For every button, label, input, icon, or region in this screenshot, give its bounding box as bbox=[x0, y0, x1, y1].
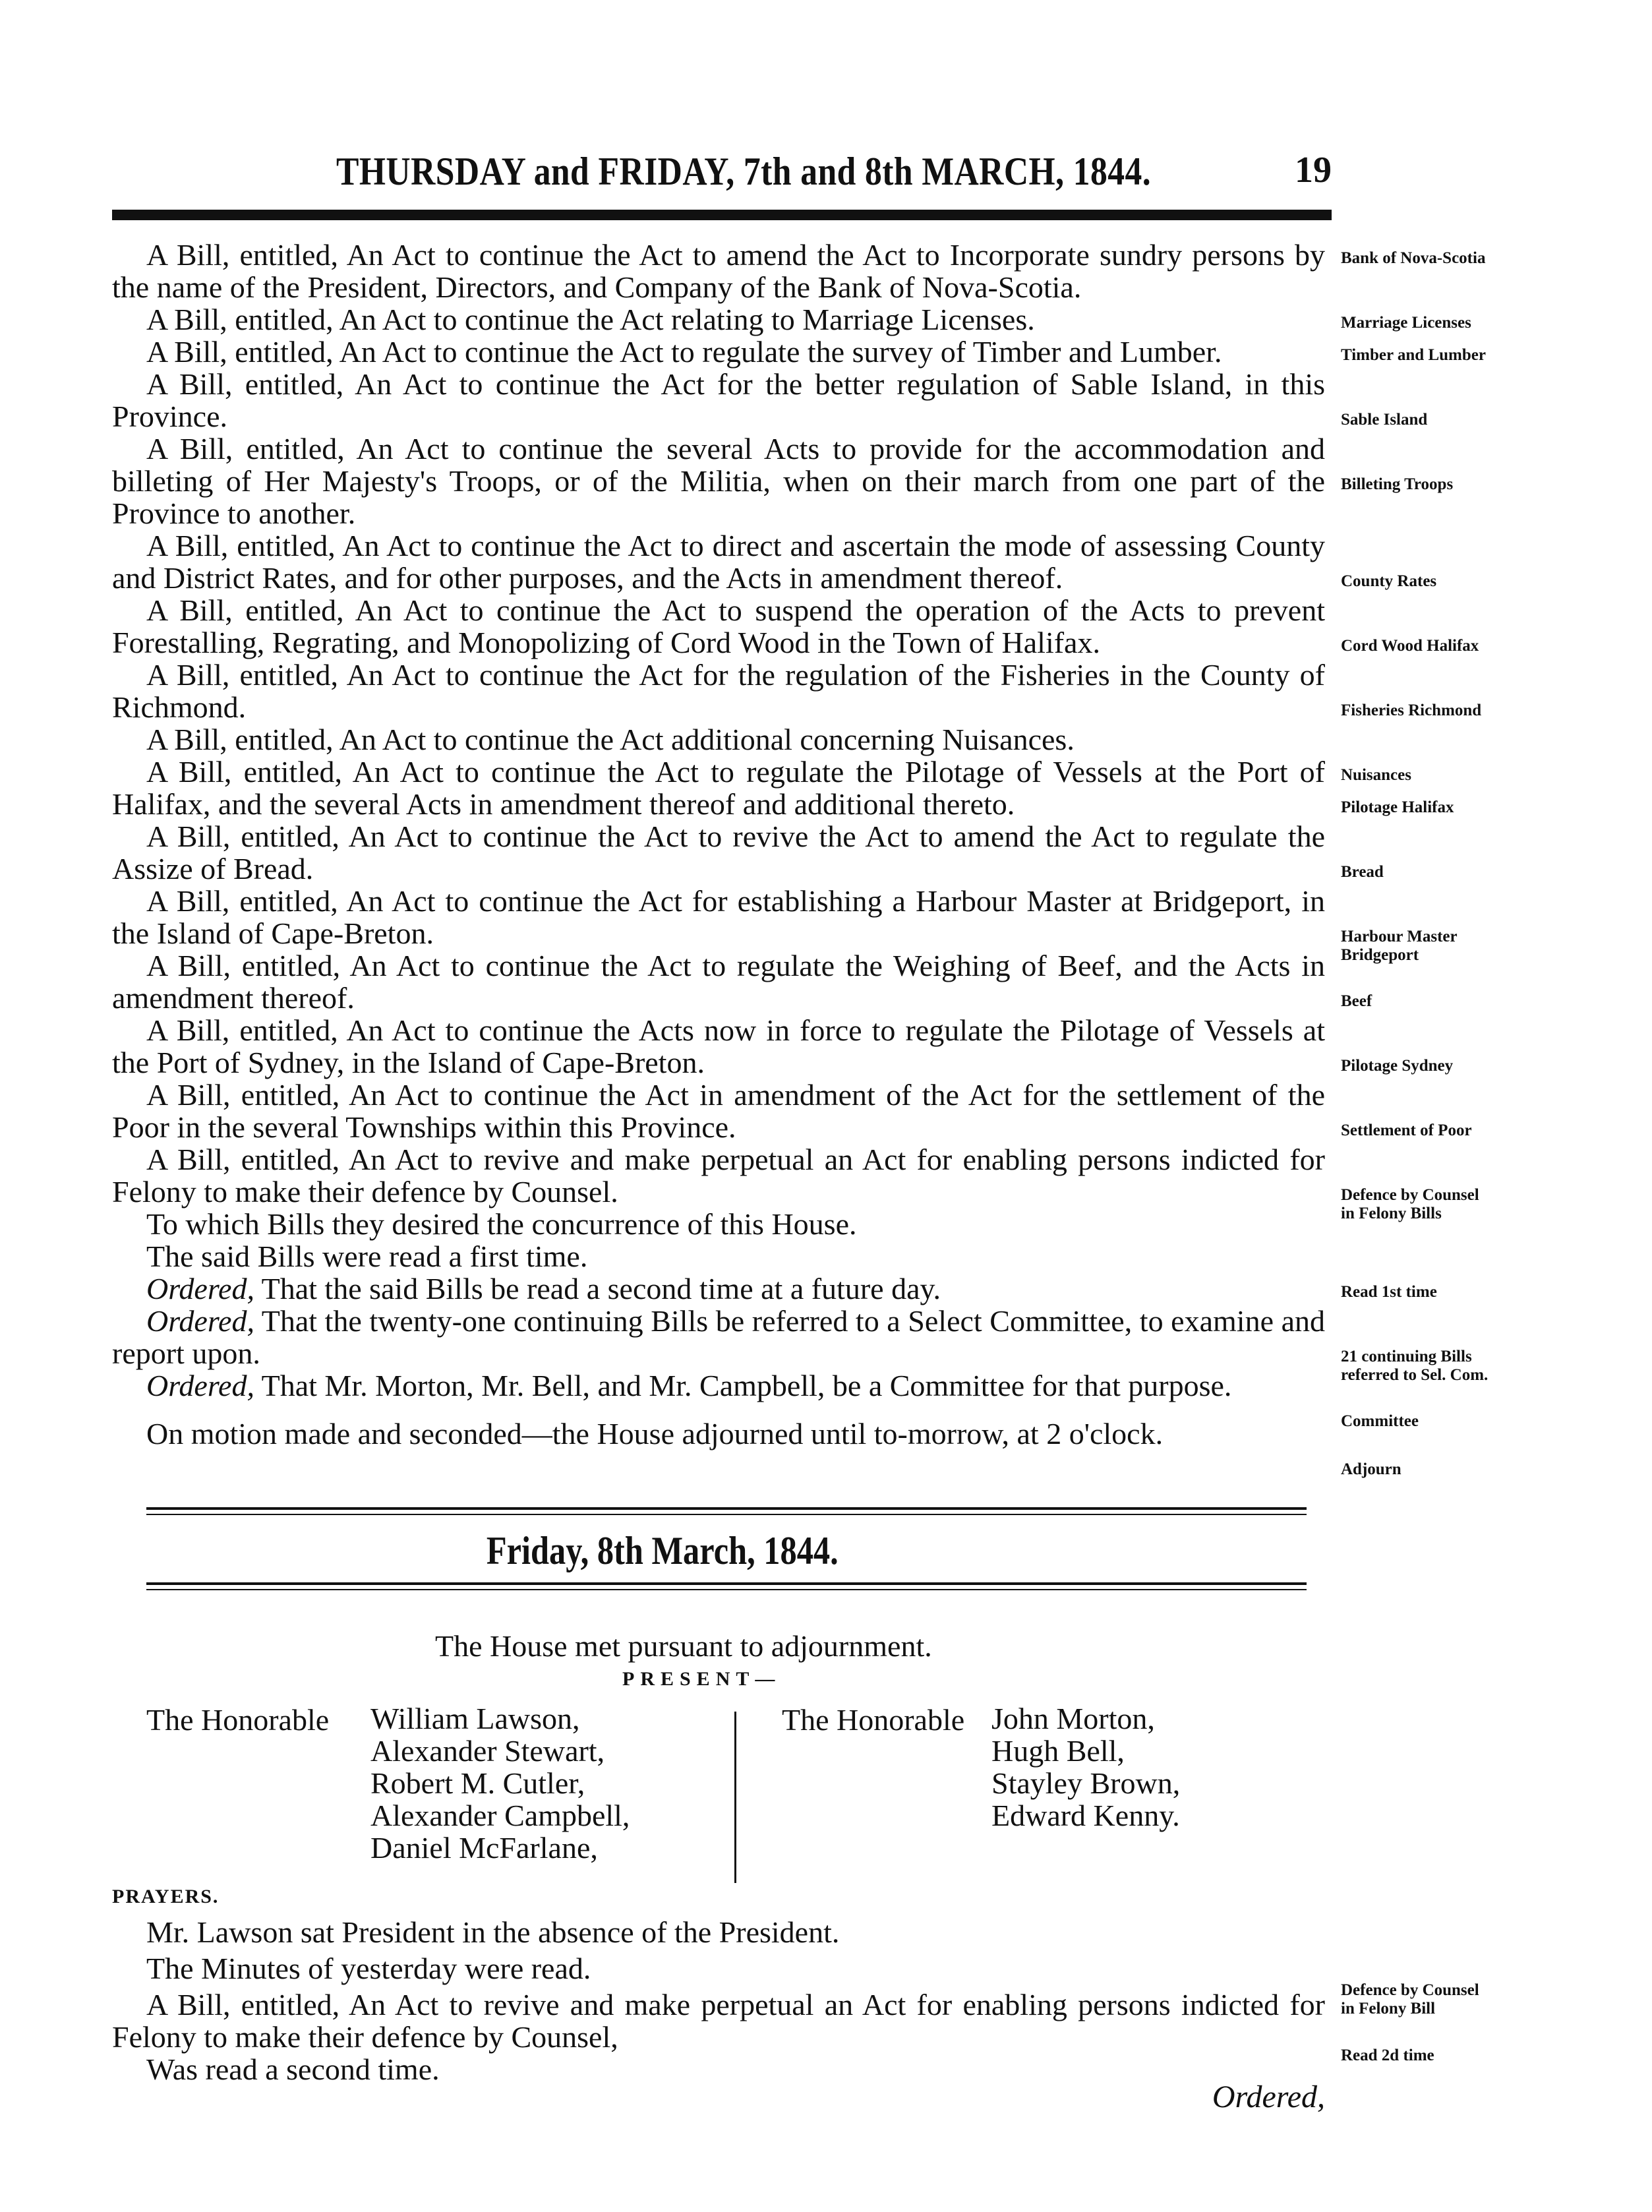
order-text: That the twenty-one continuing Bills be referred to a Select Committee, to examine and report upon. bbox=[112, 1304, 1325, 1370]
bill-paragraph: A Bill, entitled, An Act to continue the Act to regulate the survey of Timber and Lumber. bbox=[146, 335, 1222, 369]
bill-paragraph: A Bill, entitled, An Act to continue the Act for establishing a Harbour Master at Bridgeport, in the Island of Cape-Breton. bbox=[112, 884, 1325, 950]
margin-note: Bread bbox=[1341, 863, 1384, 881]
margin-note: Nuisances bbox=[1341, 766, 1411, 784]
margin-note: in Felony Bills bbox=[1341, 1205, 1442, 1222]
margin-note: Bank of Nova-Scotia bbox=[1341, 249, 1486, 267]
margin-note: Pilotage Halifax bbox=[1341, 798, 1454, 816]
bill-paragraph: A Bill, entitled, An Act to continue the Act to amend the Act to Incorporate sundry persons by the name of the President, Directors, and Company of the Bank of Nova-Scotia. bbox=[112, 238, 1325, 304]
adjourn-line: On motion made and seconded—the House adjourned until to-morrow, at 2 o'clock. bbox=[146, 1417, 1164, 1450]
bill-paragraph: A Bill, entitled, An Act to continue the Act additional concerning Nuisances. bbox=[146, 723, 1075, 756]
member-list bbox=[370, 1702, 630, 1864]
minutes-line: The Minutes of yesterday were read. bbox=[146, 1952, 591, 1985]
order-entry bbox=[112, 1272, 1325, 1305]
bill-paragraph: A Bill, entitled, An Act to continue the Act for the regulation of the Fisheries in the County of Richmond. bbox=[112, 658, 1325, 724]
order-text: That Mr. Morton, Mr. Bell, and Mr. Campbell, be a Committee for that purpose. bbox=[261, 1369, 1232, 1402]
member-name: Robert M. Cutler, bbox=[370, 1766, 585, 1800]
present-label: PRESENT— bbox=[622, 1668, 781, 1690]
order-text: That the said Bills be read a second time at a future day. bbox=[261, 1272, 941, 1305]
ordered-word: Ordered, bbox=[146, 1304, 254, 1338]
bill-paragraph: A Bill, entitled, An Act to continue the Act to suspend the operation of the Acts to prevent Forestalling, Regrating, and Monopolizing of Cord Wood in the Town of Halifax. bbox=[112, 593, 1325, 659]
margin-note: Cord Wood Halifax bbox=[1341, 637, 1479, 655]
bill-paragraph: A Bill, entitled, An Act to continue the Act to direct and ascertain the mode of assessing County and District Rates, and for other purposes, and the Acts in amendment thereof. bbox=[112, 529, 1325, 595]
bill-paragraph: A Bill, entitled, An Act to continue the Act to regulate the Pilotage of Vessels at the Port of Halifax, and the several Acts in amendment thereof and additional thereto. bbox=[112, 755, 1325, 821]
margin-note: 21 continuing Bills bbox=[1341, 1348, 1472, 1365]
margin-note: Billeting Troops bbox=[1341, 475, 1454, 493]
member-name: John Morton, bbox=[991, 1702, 1155, 1735]
page-number: 19 bbox=[1295, 150, 1332, 191]
margin-note: Read 1st time bbox=[1341, 1283, 1437, 1301]
margin-note: Pilotage Sydney bbox=[1341, 1057, 1454, 1075]
margin-note: Marriage Licenses bbox=[1341, 314, 1471, 332]
margin-note: Beef bbox=[1341, 992, 1372, 1010]
margin-note: Fisheries Richmond bbox=[1341, 702, 1482, 719]
honorable-prefix: The Honorable bbox=[146, 1703, 330, 1737]
bill-paragraph: A Bill, entitled, An Act to continue the Acts now in force to regulate the Pilotage of Vessels at the Port of Sydney, in the Island of Cape-Breton. bbox=[112, 1013, 1325, 1079]
member-name: Daniel McFarlane, bbox=[370, 1831, 598, 1865]
header-rule bbox=[112, 210, 1332, 220]
page-title: THURSDAY and FRIDAY, 7th and 8th MARCH, 1844. bbox=[336, 150, 1152, 193]
second-reading-line: Was read a second time. bbox=[146, 2052, 440, 2086]
bill-paragraph: A Bill, entitled, An Act to continue the Act relating to Marriage Licenses. bbox=[146, 303, 1035, 336]
margin-note: Settlement of Poor bbox=[1341, 1121, 1472, 1139]
bill-paragraph: A Bill, entitled, An Act to continue the several Acts to provide for the accommodation and billeting of Her Majesty's Troops, or of the Militia, when on their march from one part of the Province to another. bbox=[112, 432, 1325, 530]
catchword: Ordered, bbox=[1212, 2079, 1325, 2114]
section-rule bbox=[146, 1507, 1307, 1515]
order-entry bbox=[112, 1305, 1325, 1369]
member-name: Stayley Brown, bbox=[991, 1766, 1181, 1800]
president-line: Mr. Lawson sat President in the absence of the President. bbox=[146, 1915, 840, 1949]
ordered-word: Ordered, bbox=[146, 1369, 254, 1402]
margin-note: Defence by Counsel bbox=[1341, 1981, 1479, 1999]
first-reading-line: The said Bills were read a first time. bbox=[146, 1240, 588, 1273]
margin-note: County Rates bbox=[1341, 572, 1437, 590]
bill-paragraph: A Bill, entitled, An Act to revive and make perpetual an Act for enabling persons indicted for Felony to make their defence by Counsel, bbox=[112, 1988, 1325, 2054]
bill-paragraph: A Bill, entitled, An Act to continue the Act to revive the Act to amend the Act to regulate the Assize of Bread. bbox=[112, 820, 1325, 885]
bill-paragraph: A Bill, entitled, An Act to continue the Act in amendment of the Act for the settlement of the Poor in the several Townships within this Province. bbox=[112, 1078, 1325, 1144]
bill-paragraph: A Bill, entitled, An Act to revive and make perpetual an Act for enabling persons indicted for Felony to make their defence by Counsel. bbox=[112, 1143, 1325, 1209]
section-heading bbox=[0, 1528, 1325, 1574]
honorable-prefix: The Honorable bbox=[782, 1703, 965, 1737]
margin-note: Read 2d time bbox=[1341, 2047, 1434, 2064]
member-name: William Lawson, bbox=[370, 1702, 580, 1735]
member-name: Hugh Bell, bbox=[991, 1734, 1125, 1768]
margin-note: Bridgeport bbox=[1341, 946, 1419, 964]
margin-note: Harbour Master bbox=[1341, 928, 1458, 945]
bill-paragraph: A Bill, entitled, An Act to continue the Act for the better regulation of Sable Island, in this Province. bbox=[112, 367, 1325, 433]
member-name: Alexander Stewart, bbox=[370, 1734, 605, 1768]
section-rule bbox=[146, 1582, 1307, 1590]
margin-note: in Felony Bill bbox=[1341, 2000, 1436, 2018]
prayers-label: PRAYERS. bbox=[112, 1886, 220, 1907]
margin-note: Defence by Counsel bbox=[1341, 1186, 1479, 1204]
member-name: Edward Kenny. bbox=[991, 1799, 1180, 1832]
friday-proceedings bbox=[112, 1916, 1325, 2085]
margin-note: Timber and Lumber bbox=[1341, 346, 1486, 364]
margin-note: Sable Island bbox=[1341, 411, 1428, 429]
running-head bbox=[112, 149, 1332, 202]
member-name: Alexander Campbell, bbox=[370, 1799, 630, 1832]
margin-note: referred to Sel. Com. bbox=[1341, 1366, 1489, 1384]
bills-list bbox=[112, 239, 1325, 1450]
margin-note: Adjourn bbox=[1341, 1460, 1401, 1478]
order-entry bbox=[112, 1369, 1325, 1402]
concurrence-line: To which Bills they desired the concurrence of this House. bbox=[146, 1207, 857, 1241]
bill-paragraph: A Bill, entitled, An Act to continue the Act to regulate the Weighing of Beef, and the Acts in amendment thereof. bbox=[112, 949, 1325, 1015]
margin-note: Committee bbox=[1341, 1412, 1419, 1430]
members-divider bbox=[734, 1712, 736, 1883]
section-heading-text: Friday, 8th March, 1844. bbox=[487, 1529, 839, 1572]
met-line: The House met pursuant to adjournment. bbox=[435, 1629, 932, 1663]
ordered-word: Ordered, bbox=[146, 1272, 254, 1305]
member-list bbox=[991, 1702, 1180, 1832]
